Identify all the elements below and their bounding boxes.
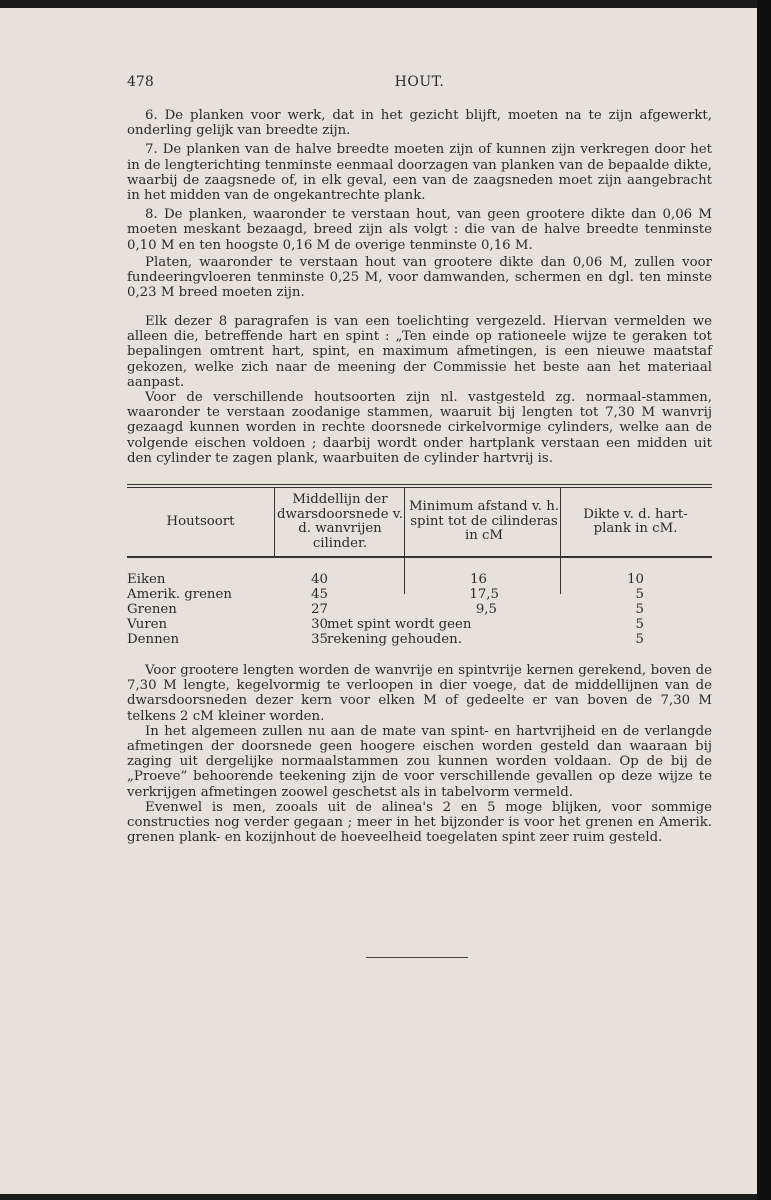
paragraph-toelichting: Elk dezer 8 paragrafen is van een toelichting vergezeld. Hiervan vermelden we alleen die, betreffende hart en spint : „Ten einde op rationeele wijze te geraken tot bepalingen omtrent hart, spint, en maximum afmetingen, is een nieuwe maatstaf gekozen, welke zich naar de meening der Commissie het beste aan het materiaal aanpast. <box>127 314 712 390</box>
paragraph-algemeen: In het algemeen zullen nu aan de mate van spint- en hartvrijheid en de verlangde afmetingen der doorsnede geen hoogere eischen worden gesteld dan waaraan bij zaging uit dergelijke normaalstammen zou kunnen worden voldaan. Op de bij de „Proeve” behoorende teekening zijn de voor verschillende gevallen op deze wijze te verkrijgen afmetingen zoowel geschetst als in tabelvorm vermeld. <box>127 723 712 800</box>
paragraph-8: 8. De planken, waaronder te verstaan hout, van geen grootere dikte dan 0,06 M moeten meskant bezaagd, breed zijn als volgt : die van de halve breedte tenminste 0,10 M en ten hoogste 0,16 M de overige tenminste 0,16 M. <box>127 207 712 253</box>
header-afstand: Minimum afstand v. h. spint tot de cilinderas in cM <box>408 499 560 544</box>
header-divider <box>404 488 405 556</box>
table-row <box>127 617 712 632</box>
table-row <box>127 587 712 602</box>
cell-dikte: 5 <box>635 602 644 617</box>
paragraph-grootere-lengten: Voor grootere lengten worden de wanvrije en spintvrije kernen gerekend, boven de 7,30 M lengte, kegelvormig te verloopen in dier voege, dat de middellijnen van de dwarsdoorsneden dezer kern voor elken M of gedeelte er van boven de 7,30 M telkens 2 cM kleiner worden. <box>127 663 712 724</box>
header-dikte: Dikte v. d. hart-plank in cM. <box>583 506 688 536</box>
cell-dikte: 10 <box>627 572 644 587</box>
table-header <box>127 488 712 558</box>
cell-houtsoort: Eiken <box>127 572 166 587</box>
cell-middellijn: 45 <box>311 587 328 602</box>
cell-middellijn: 40 <box>311 572 328 587</box>
cell-dikte: 5 <box>635 617 644 632</box>
spint-note: met spint wordt geen <box>327 617 472 632</box>
cell-houtsoort: Vuren <box>127 617 168 632</box>
book-edge <box>757 0 771 1200</box>
header-houtsoort: Houtsoort <box>166 513 235 529</box>
cell-afstand: 9,5 <box>475 602 497 617</box>
page-header <box>127 74 712 94</box>
paragraph-normaalstammen: Voor de verschillende houtsoorten zijn nl. vastgesteld zg. normaal-stammen, waaronder te verstaan zoodanige stammen, waaruit bij lengten tot 7,30 M wanvrij gezaagd kunnen worden in rechte doorsnede cirkelvormige cylinders, welke aan de volgende eischen voldoen ; daarbij wordt onder hartplank verstaan een midden uit den cylinder te zagen plank, waarbuiten de cylinder hartvrij is. <box>127 390 712 466</box>
header-middellijn: Middellijn der dwarsdoorsnede v. d. wanvrijen cilinder. <box>277 492 403 551</box>
page-number: 478 <box>127 74 154 90</box>
spint-note: rekening gehouden. <box>327 632 462 647</box>
paragraph-7: 7. De planken van de halve breedte moeten zijn of kunnen zijn verkregen door het in de lengterichting tenminste eenmaal doorzagen van planken van de bepaalde dikte, waarbij de zaagsnede of, in elk geval, een van de zaagsneden moet zijn aangebracht in het midden van de ongekantrechte plank. <box>127 142 712 204</box>
cell-houtsoort: Dennen <box>127 632 180 647</box>
end-rule <box>366 957 468 958</box>
cell-houtsoort: Amerik. grenen <box>127 587 232 602</box>
table-row <box>127 572 712 587</box>
table-row <box>127 632 712 647</box>
cell-middellijn: 27 <box>311 602 328 617</box>
section-middle <box>127 314 712 466</box>
cell-houtsoort: Grenen <box>127 602 177 617</box>
table-body <box>127 572 712 662</box>
cell-dikte: 5 <box>635 587 644 602</box>
header-divider <box>274 488 275 556</box>
paragraph-6: 6. De planken voor werk, dat in het gezicht blijft, moeten na te zijn afgewerkt, onderling gelijk van breedte zijn. <box>127 108 712 139</box>
book-page <box>0 8 757 1194</box>
cell-afstand: 17,5 <box>469 587 499 602</box>
section-top <box>127 108 712 300</box>
paragraph-platen: Platen, waaronder te verstaan hout van grootere dikte dan 0,06 M, zullen voor fundeeringvloeren tenminste 0,25 M, voor damwanden, schermen en dgl. ten minste 0,23 M breed moeten zijn. <box>127 254 712 301</box>
header-divider <box>560 488 561 556</box>
section-bottom <box>127 663 712 845</box>
table-row <box>127 602 712 617</box>
cell-afstand: 16 <box>470 572 487 587</box>
cell-dikte: 5 <box>635 632 644 647</box>
running-title: HOUT. <box>394 74 445 90</box>
paragraph-evenwel: Evenwel is men, zooals uit de alinea's 2 en 5 moge blijken, voor sommige constructies nog verder gegaan ; meer in het bijzonder is voor het grenen en Amerik. grenen plank- en kozijnhout de hoeveelheid toegelaten spint zeer ruim gesteld. <box>127 799 712 846</box>
cell-middellijn: 35 <box>311 632 328 647</box>
dimensions-table <box>127 484 712 662</box>
cell-middellijn: 30 <box>311 617 328 632</box>
